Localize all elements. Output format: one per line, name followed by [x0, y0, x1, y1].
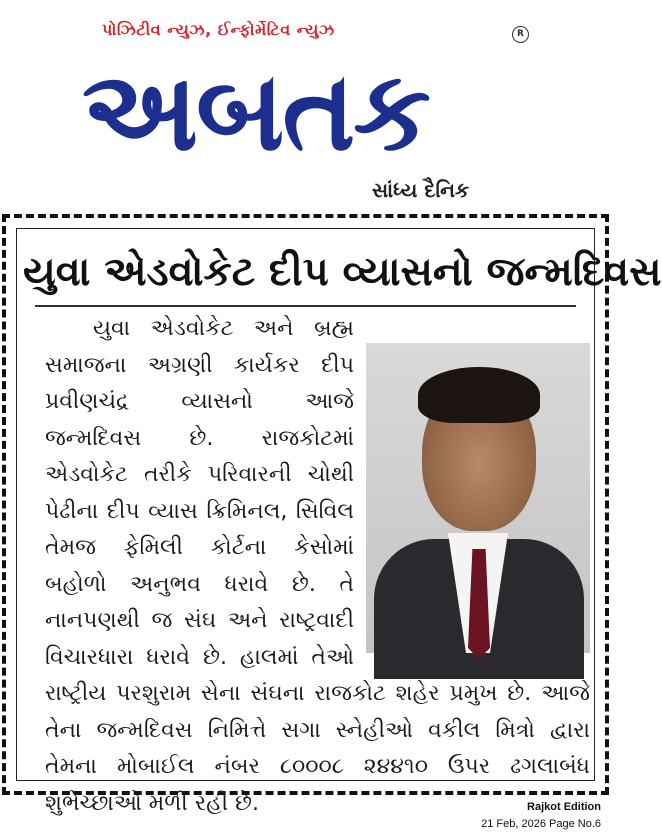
portrait-photo	[366, 343, 590, 653]
date-page-label: 21 Feb, 2026 Page No.6	[481, 818, 601, 830]
masthead	[0, 0, 613, 212]
photo-hair	[418, 367, 540, 423]
newspaper-logo: અબતક	[82, 47, 429, 175]
edition-label: Rajkot Edition	[527, 801, 601, 813]
article-body: યુવા એડવોકેટ અને બ્રહ્મ સમાજના અગ્રણી કાર્યકર દીપ પ્રવીણચંદ્ર વ્યાસનો આજે જન્મદિવસ છે. રાજકોટમાં એડવોકેટ તરીકે પરિવારની ચોથી પેઢીના દીપ વ્યાસ ક્રિમિનલ, સિવિલ તેમજ ફેમિલી કોર્ટના કેસોમાં બહોળો અનુભવ ધરાવે છે. તે નાનપણથી જ સંઘ અને રાષ્ટ્રવાદી વિચારધારા ધરાવે છે. હાલમાં તેઓ રાષ્ટ્રીય પરશુરામ સેના સંઘના રાજકોટ શહેર પ્રમુખ છે. આજે તેના જન્મદિવસ નિમિત્તે સગા સ્નેહીઓ વકીલ મિત્રો દ્વારા તેમના મોબાઈલ નંબર ૮૦૦૦૮ ૨૪૪૧૦ ઉપર ઢગલાબંધ શુભેચ્છાઓ મળી રહી છે.	[45, 316, 590, 816]
masthead-subtitle: સાંધ્ય દૈનિક	[372, 178, 470, 202]
article-headline: યુવા એડવોકેટ દીપ વ્યાસનો જન્મદિવસ	[23, 249, 662, 295]
headline-divider	[35, 305, 576, 307]
masthead-tagline: પોઝિટીવ ન્યુઝ, ઈન્ફોર્મેટિવ ન્યુઝ	[102, 20, 335, 39]
registered-mark-icon: R	[512, 26, 529, 43]
